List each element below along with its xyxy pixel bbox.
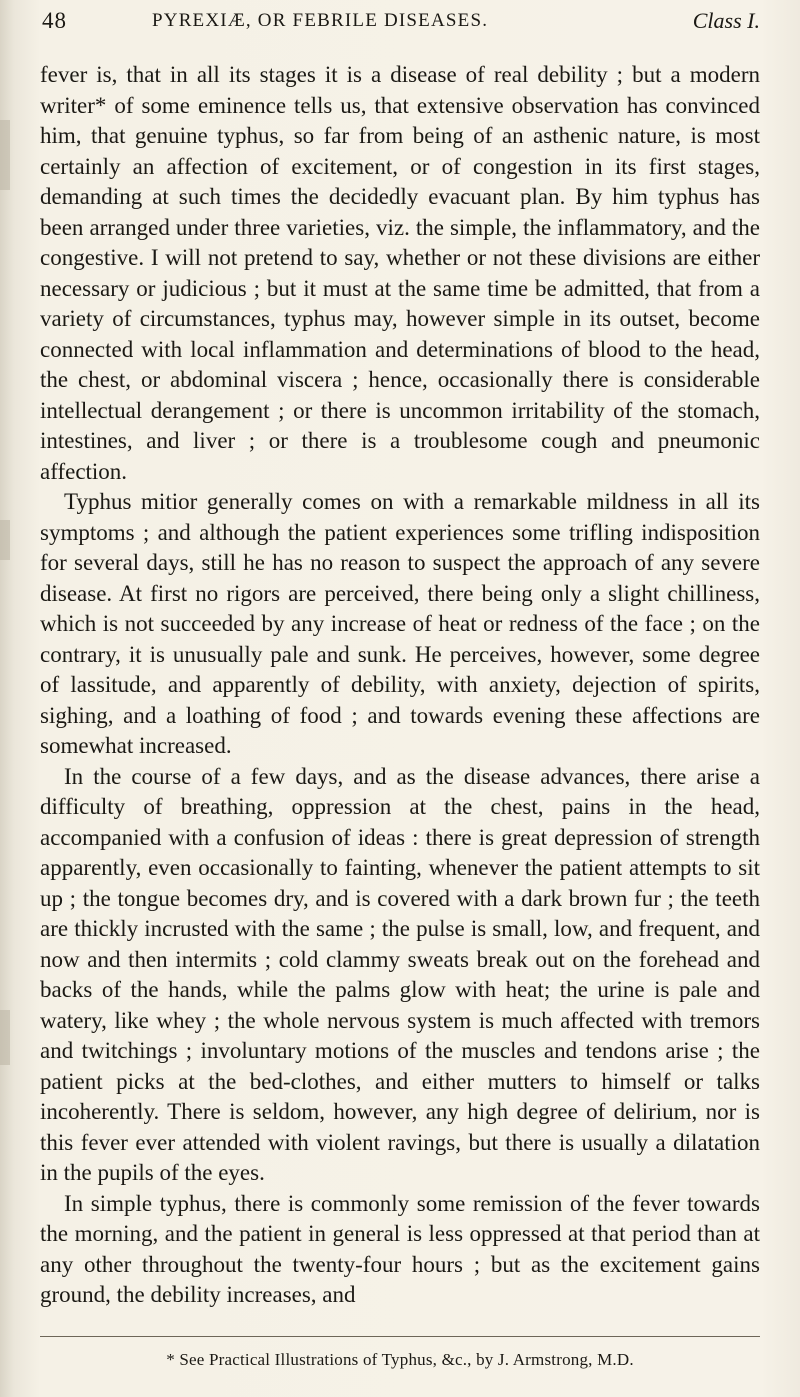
class-label: Class I. — [692, 8, 760, 33]
paragraph: In the course of a few days, and as the disease advances, there arise a difficulty of breathing, oppression at the chest, pains in the head, accompanied with a confusion of ideas : there is great depression of strength apparently, even occasionally to fainting, whenever the patient attempts to sit up ; the tongue becomes dry, and is covered with a dark brown fur ; the teeth are thickly incrusted with the same ; the pulse is small, low, and frequent, and now and then intermits ; cold clammy sweats break out on the forehead and backs of the hands, while the palms glow with heat; the urine is pale and watery, like whey ; the whole nervous system is much affected with tremors and twitchings ; involuntary motions of the muscles and tendons arise ; the patient picks at the bed-clothes, and either mutters to himself or talks incoherently. There is seldom, however, any high degree of delirium, nor is this fever ever attended with violent ravings, but there is usually a dilatation in the pupils of the eyes. — [40, 763, 760, 1185]
binding-shadow — [0, 520, 10, 560]
footnote: * See Practical Illustrations of Typhus, &c., by J. Armstrong, M.D. — [166, 1350, 634, 1369]
binding-shadow — [0, 120, 10, 190]
paragraph: Typhus mitior generally comes on with a remarkable mildness in all its symptoms ; and although the patient experiences some trifling indisposition for several days, still he has no reason to suspect the approach of any severe disease. At first no rigors are perceived, there being only a slight chilliness, which is not succeeded by any increase of heat or redness of the face ; on the contrary, it is unusually pale and sunk. He perceives, however, some degree of lassitude, and apparently of debility, with anxiety, dejection of spirits, sighing, and a loathing of food ; and towards evening these affections are somewhat increased. — [40, 489, 760, 758]
binding-shadow — [0, 1010, 10, 1065]
page-number: 48 — [42, 8, 67, 33]
body-text — [40, 60, 760, 1311]
paragraph: In simple typhus, there is commonly some remission of the fever towards the morning, and the patient in general is less oppressed at that period than at any other throughout the twenty-four hours ; but as the excitement gains ground, the debility increases, and — [40, 1190, 760, 1307]
running-title: PYREXIÆ, OR FEBRILE DISEASES. — [152, 10, 489, 31]
paragraph: fever is, that in all its stages it is a disease of real debility ; but a modern writer* of some eminence tells us, that extensive observation has convinced him, that genuine typhus, so far from being of an asthenic nature, is most certainly an affection of excitement, or of congestion in its first stages, demanding at such times the decidedly evacuant plan. By him typhus has been arranged under three varieties, viz. the simple, the inflammatory, and the congestive. I will not pretend to say, whether or not these divisions are either necessary or judicious ; but it must at the same time be admitted, that from a variety of circumstances, typhus may, however simple in its outset, become connected with local inflammation and determinations of blood to the head, the chest, or abdominal viscera ; hence, occasionally there is considerable intellectual derangement ; or there is uncommon irritability of the stomach, intestines, and liver ; or there is a troublesome cough and pneumonic affection. — [40, 62, 760, 484]
page-header — [40, 8, 760, 38]
footnote-rule — [40, 1336, 760, 1337]
